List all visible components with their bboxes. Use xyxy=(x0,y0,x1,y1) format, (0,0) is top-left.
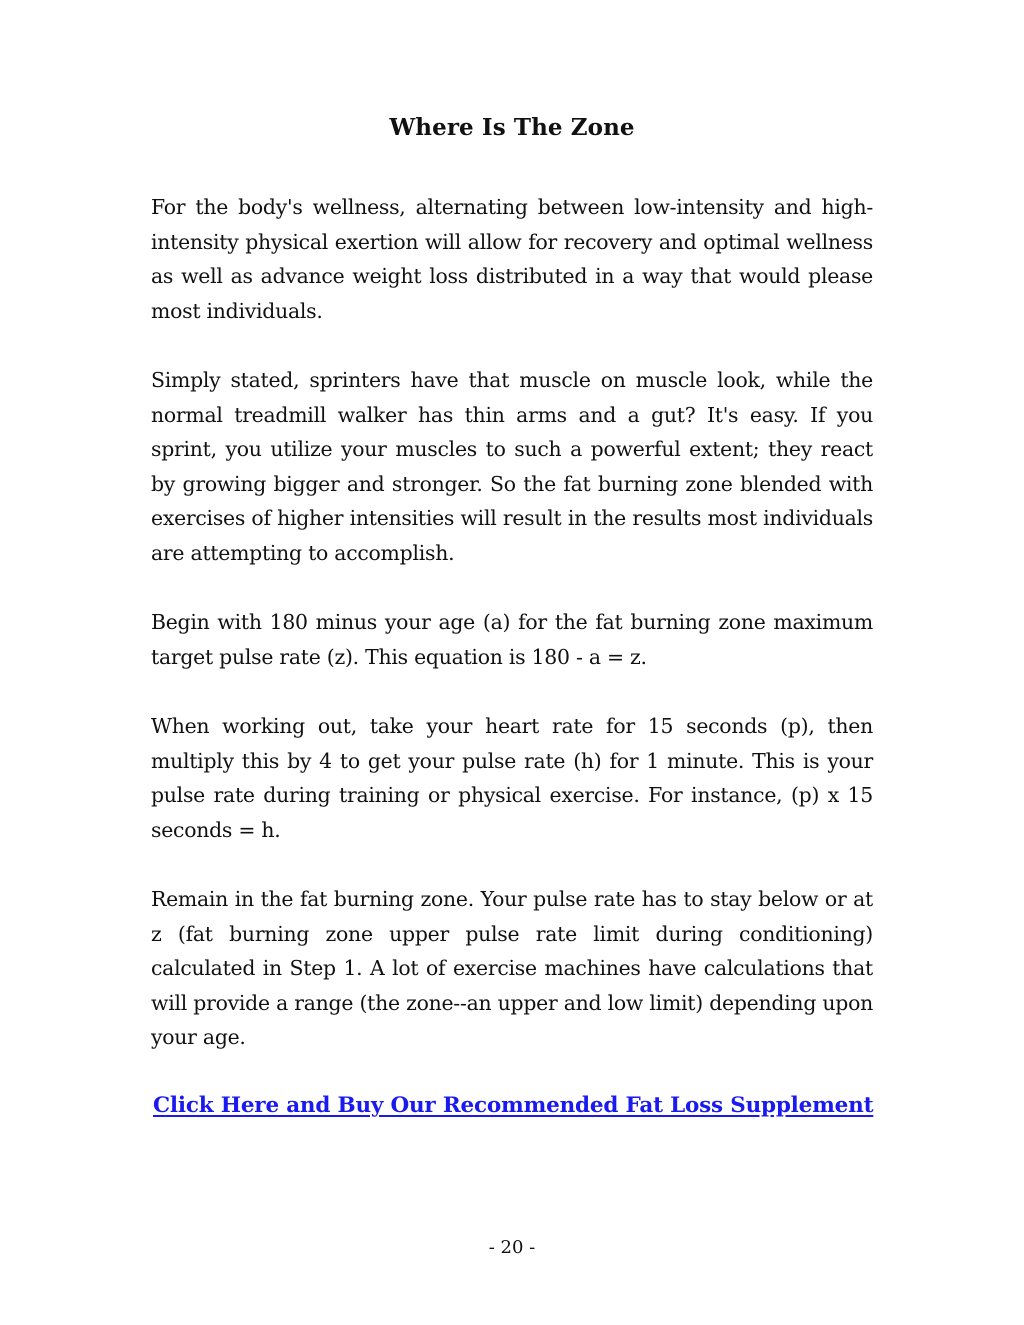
supplement-link[interactable]: Click Here and Buy Our Recommended Fat Loss Supplement xyxy=(153,1093,874,1118)
paragraph-formula: Begin with 180 minus your age (a) for the fat burning zone maximum target pulse rate (z). This equation is 180 - a = z. xyxy=(151,610,873,669)
page-number: - 20 - xyxy=(488,1237,536,1258)
paragraph-remain-zone: Remain in the fat burning zone. Your pulse rate has to stay below or at z (fat burning zone upper pulse rate limit during conditioning) calculated in Step 1. A lot of exercise machines have calculations that will provide a range (the zone--an upper and low limit) depending upon your age. xyxy=(151,887,873,1050)
paragraph-intro: For the body's wellness, alternating between low-intensity and high-intensity physical exertion will allow for recovery and optimal wellness as well as advance weight loss distributed in a way that would please most individuals. xyxy=(151,195,873,323)
page-title: Where Is The Zone xyxy=(389,114,635,141)
paragraph-heart-rate: When working out, take your heart rate for 15 seconds (p), then multiply this by 4 to get your pulse rate (h) for 1 minute. This is your pulse rate during training or physical exercise. For instance, (p) x 15 seconds = h. xyxy=(151,714,873,842)
paragraph-sprinters: Simply stated, sprinters have that muscle on muscle look, while the normal treadmill walker has thin arms and a gut? It's easy. If you sprint, you utilize your muscles to such a powerful extent; they react by growing bigger and stronger. So the fat burning zone blended with exercises of higher intensities will result in the results most individuals are attempting to accomplish. xyxy=(151,368,873,565)
